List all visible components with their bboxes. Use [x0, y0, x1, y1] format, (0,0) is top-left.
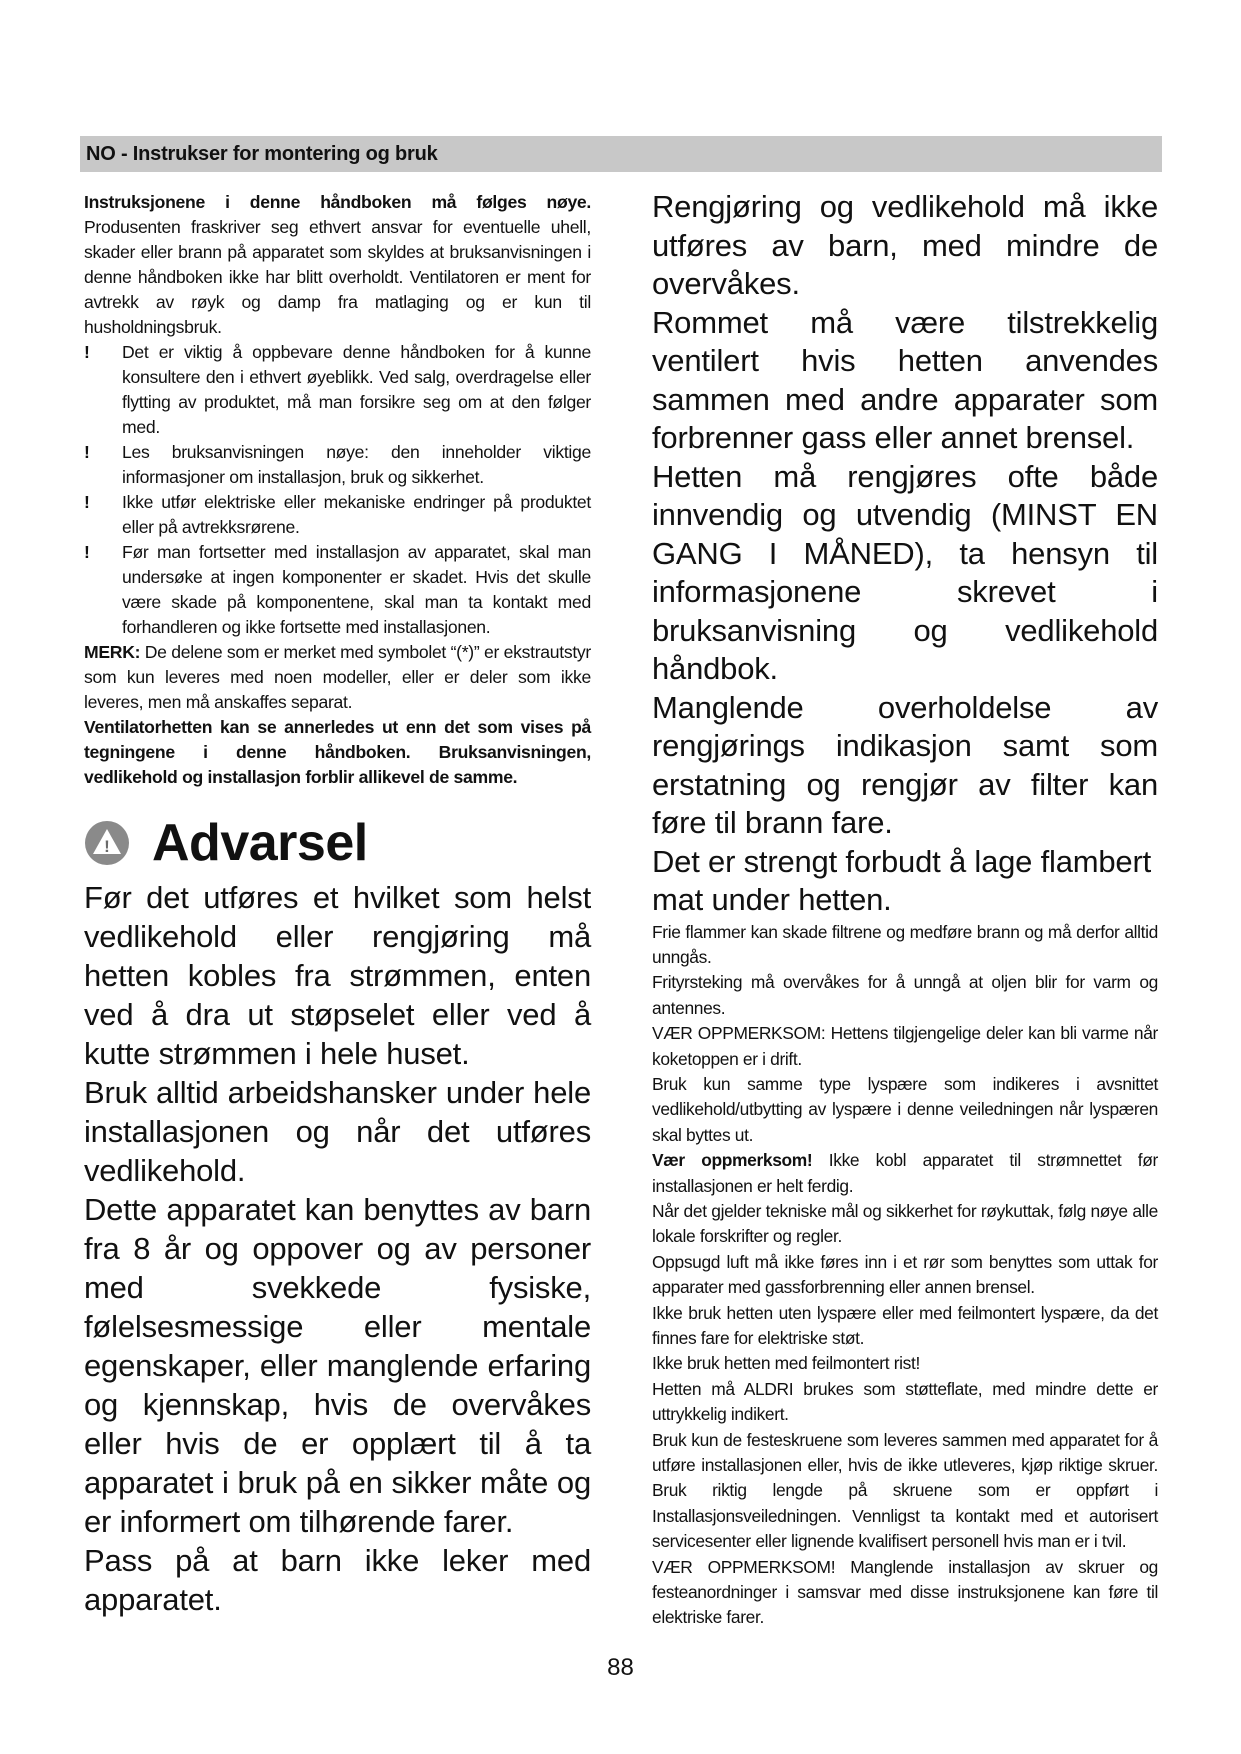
design-note-paragraph: Ventilatorhetten kan se annerledes ut enn det som vises på tegningene i denne håndboken. Bruksanvisningen, vedlikehold og installasjon forblir allikevel de samme. [84, 717, 591, 787]
warning-paragraph: Før det utføres et hvilket som helst vedlikehold eller rengjøring må hetten kobles fra strømmen, enten ved å dra ut støpselet eller ved å kutte strømmen i hele huset. [84, 880, 591, 1071]
left-column [84, 190, 591, 1619]
attention-paragraph [652, 1148, 1158, 1199]
small-paragraph: VÆR OPPMERKSOM! Manglende installasjon av skruer og festeanordninger i samsvar med disse instruksjonene kan føre til elektriske farer. [652, 1556, 1158, 1628]
intro-bold: Instruksjonene i denne håndboken må følges nøye. [84, 192, 591, 212]
bullet-text: Før man fortsetter med installasjon av apparatet, skal man undersøke at ingen komponenter er skadet. Hvis det skulle være skade på komponentene, skal man ta kontakt med forhandleren og ikke fortsette med installasjonen. [122, 542, 591, 637]
small-paragraph: Når det gjelder tekniske mål og sikkerhet for røykuttak, følg nøye alle lokale forskrifter og regler. [652, 1200, 1158, 1247]
bullet-text: Det er viktig å oppbevare denne håndboken for å kunne konsultere den i ethvert øyeblikk. Ved salg, overdragelse eller flytting av produktet, må man forsikre seg om at den følger med. [122, 342, 591, 437]
note-text: De delene som er merket med symbolet “(*)” er ekstrautstyr som kun leveres med noen modeller, eller er deler som ikke leveres, men må anskaffes separat. [84, 642, 591, 712]
bullet-item [84, 440, 591, 490]
bullet-item [84, 340, 591, 440]
large-paragraph: Rengjøring og vedlikehold må ikke utføres av barn, med mindre de overvåkes. [652, 189, 1158, 301]
large-paragraph: Hetten må rengjøres ofte både innvendig og utvendig (MINST EN GANG I MÅNED), ta hensyn til informasjonene skrevet i bruksanvisning og vedlikehold håndbok. [652, 458, 1158, 686]
small-paragraph: Ikke bruk hetten med feilmontert rist! [652, 1353, 920, 1374]
small-paragraph: Frie flammer kan skade filtrene og medføre brann og må derfor alltid unngås. [652, 921, 1158, 967]
small-paragraph: Hetten må ALDRI brukes som støtteflate, med mindre dette er uttrykkelig indikert. [652, 1378, 1158, 1425]
bullet-text: Les bruksanvisningen nøye: den inneholder viktige informasjoner om installasjon, bruk og sikkerhet. [122, 442, 591, 487]
page-number: 88 [607, 1654, 634, 1681]
right-column [652, 188, 1158, 1631]
small-paragraph: Bruk kun de festeskruene som leveres sammen med apparatet for å utføre installasjonen eller, hvis de ikke utleveres, kjøp riktige skruer. Bruk riktig lengde på skruene som er oppført i Installasjonsveiledningen. Vennligst ta kontakt med et autorisert servicesenter eller lignende kvalifisert personell hvis man er i tvil. [652, 1429, 1158, 1552]
exclamation-icon: ! [84, 342, 90, 362]
warning-paragraph: Bruk alltid arbeidshansker under hele installasjonen og når det utføres vedlikehold. [84, 1075, 591, 1188]
small-paragraph: Ikke bruk hetten uten lyspære eller med feilmontert lyspære, da det finnes fare for elektriske støt. [652, 1302, 1158, 1348]
warning-icon [84, 820, 130, 866]
small-paragraph: Bruk kun samme type lyspære som indikeres i avsnittet vedlikehold/utbytting av lyspære i denne veiledningen når lyspæren skal byttes ut. [652, 1073, 1158, 1145]
warning-heading [84, 808, 591, 878]
note-paragraph [84, 640, 591, 715]
warning-paragraph: Dette apparatet kan benyttes av barn fra 8 år og oppover og av personer med svekkede fysiske, følelsesmessige eller mentale egenskaper, eller manglende erfaring og kjennskap, hvis de overvåkes eller hvis de er opplært til å ta apparatet i bruk på en sikker måte og er informert om tilhørende farer. [84, 1192, 591, 1539]
warning-title: Advarsel [152, 814, 368, 872]
bullet-item [84, 540, 591, 640]
note-label: MERK: [84, 642, 141, 662]
bullet-text: Ikke utfør elektriske eller mekaniske endringer på produktet eller på avtrekksrørene. [122, 492, 591, 537]
section-header-bar [80, 136, 1162, 172]
intro-paragraph [84, 190, 591, 340]
bullet-item [84, 490, 591, 540]
small-paragraph: Oppsugd luft må ikke føres inn i et rør som benyttes som uttak for apparater med gassforbrenning eller annen brensel. [652, 1251, 1158, 1298]
section-title: NO - Instrukser for montering og bruk [86, 143, 438, 165]
small-paragraph: VÆR OPPMERKSOM: Hettens tilgjengelige deler kan bli varme når koketoppen er i drift. [652, 1023, 1158, 1069]
exclamation-icon: ! [84, 492, 90, 512]
small-paragraph: Frityrsteking må overvåkes for å unngå at oljen blir for varm og antennes. [652, 972, 1158, 1018]
large-paragraph: Det er strengt forbudt å lage flambert mat under hetten. [652, 843, 1151, 917]
exclamation-icon: ! [84, 542, 90, 562]
exclamation-icon: ! [84, 442, 90, 462]
intro-text: Produsenten fraskriver seg ethvert ansvar for eventuelle uhell, skader eller brann på apparatet som skyldes at bruksanvisningen i denne håndboken ikke har blitt overholdt. Ventilatoren er ment for avtrekk av røyk og damp fra matlaging og er kun til husholdningsbruk. [84, 217, 591, 337]
attention-bold: Vær oppmerksom! [652, 1150, 813, 1171]
large-paragraph: Rommet må være tilstrekkelig ventilert hvis hetten anvendes sammen med andre apparater som forbrenner gass eller annet brensel. [652, 304, 1158, 455]
warning-icon-mark: ! [104, 837, 110, 856]
attention-text: Ikke kobl apparatet til strømnettet før installasjonen er helt ferdig. [652, 1150, 1158, 1196]
warning-paragraph: Pass på at barn ikke leker med apparatet. [84, 1543, 591, 1617]
large-paragraph: Manglende overholdelse av rengjørings indikasjon samt som erstatning og rengjør av filter kan føre til brann fare. [652, 689, 1158, 840]
